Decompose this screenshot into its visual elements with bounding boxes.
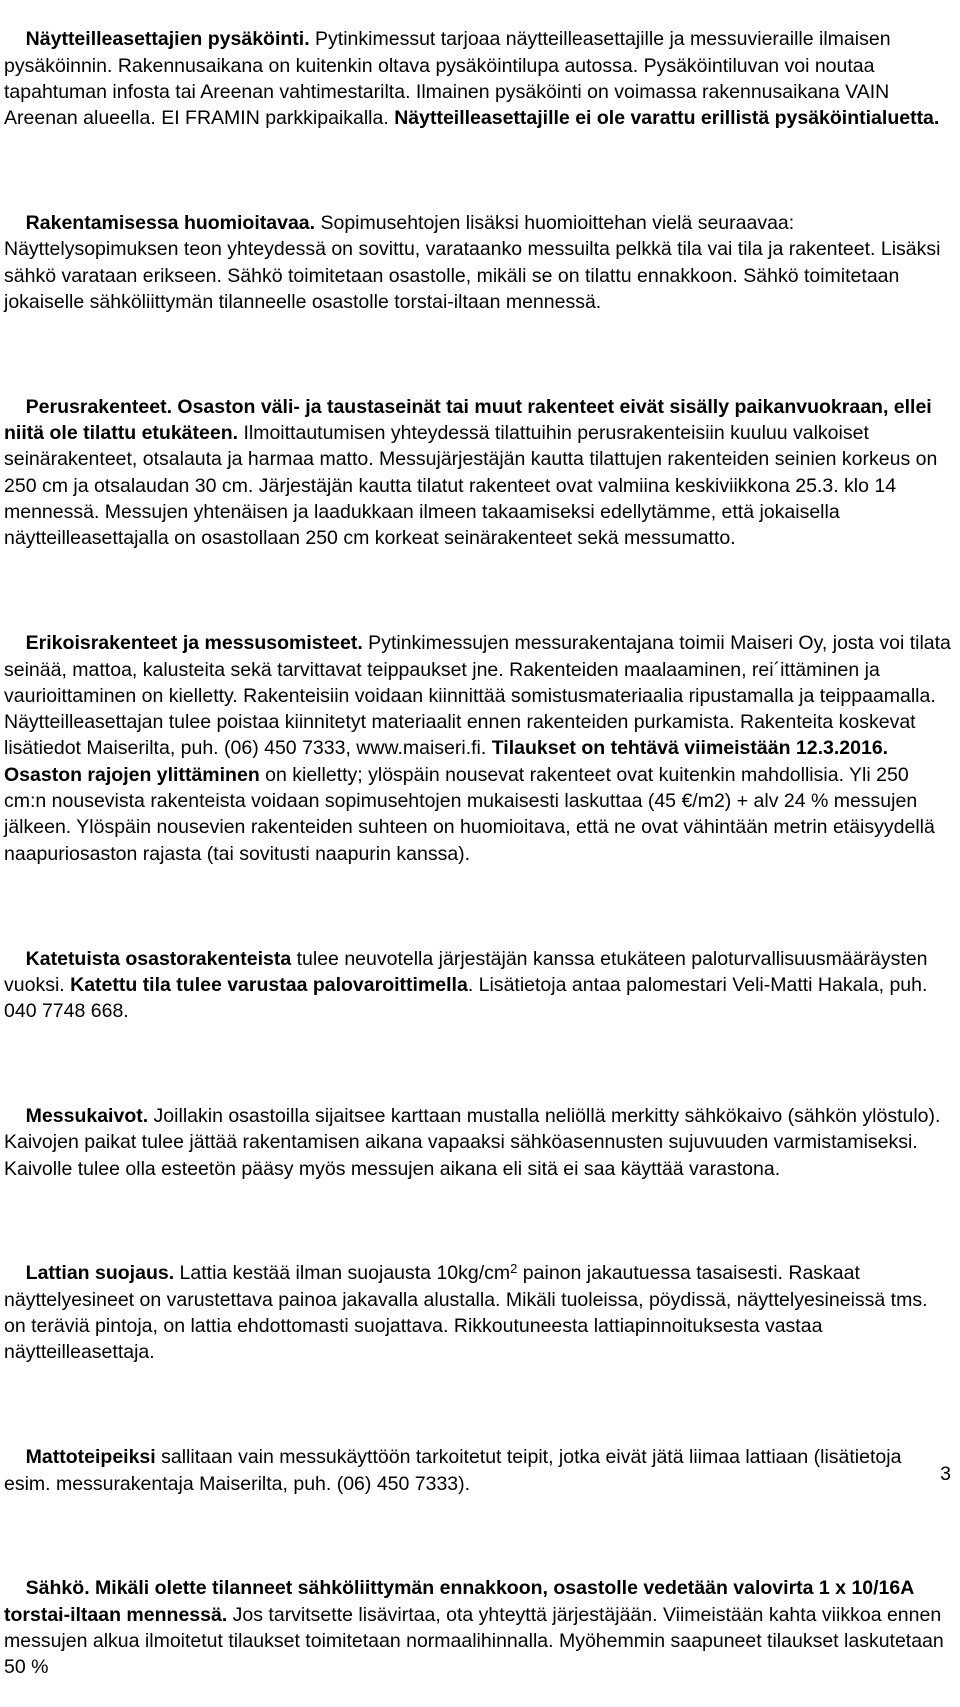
smoke-detector-note: Katettu tila tulee varustaa palovaroittimella <box>70 973 468 996</box>
service-wells-heading: Messukaivot. <box>25 1104 149 1127</box>
floor-protection-heading: Lattian suojaus. <box>25 1262 175 1285</box>
covered-structures-heading: Katetuista osastorakenteista <box>25 947 292 970</box>
electricity-text: Jos tarvitsette lisävirtaa, ota yhteyttä järjestäjään. Viimeistään kahta viikkoa ennen messujen alkua ilmoitetut tilaukset toimitetaan normaalihinnalla. Myöhemmin saapuneet tilaukset laskutetaan 50 % <box>4 1603 950 1679</box>
floor-protection-paragraph <box>4 1234 952 1392</box>
carpet-tape-text: sallitaan vain messukäyttöön tarkoitetut teipit, jotka eivät jätä liimaa lattiaan (lisätietoja esim. messurakentaja Maiserilta, puh. (06) 450 7333). <box>4 1446 907 1495</box>
special-structures-heading: Erikoisrakenteet ja messusomisteet. <box>25 632 363 655</box>
special-structures-deadline: Tilaukset on tehtävä viimeistään 12.3.2016. Osaston rajojen ylittäminen <box>4 737 894 786</box>
electricity-paragraph <box>4 1549 952 1707</box>
parking-heading: Näytteilleasettajien pysäköinti. <box>25 28 310 51</box>
parking-note: Näytteilleasettajille ei ole varattu erillistä pysäköintialuetta. <box>394 107 940 130</box>
parking-paragraph <box>4 0 952 158</box>
carpet-tape-paragraph <box>4 1418 952 1523</box>
basic-structures-paragraph <box>4 368 952 578</box>
covered-structures-text: tulee neuvotella järjestäjän kanssa etukäteen paloturvallisuusmääräysten vuoksi. <box>4 947 933 996</box>
service-wells-text: Joillakin osastoilla sijaitsee karttaan mustalla neliöllä merkitty sähkökaivo (sähkön ylöstulo). Kaivojen paikat tulee jättää rakentamisen aikana vapaaksi sähköasennusten sujuvuuden varmistamiseksi. Kaivolle tulee olla esteetön pääsy myös messujen aikana eli sitä ei saa käyttää varastona. <box>4 1104 946 1180</box>
floor-protection-text: Lattia kestää ilman suojausta 10kg/cm <box>174 1262 511 1285</box>
basic-structures-heading: Perusrakenteet. Osaston väli- ja taustaseinät tai muut rakenteet eivät sisälly paikanvuokraan, ellei niitä ole tilattu etukäteen. <box>4 395 938 445</box>
document-page <box>4 0 957 1707</box>
electricity-heading: Sähkö. Mikäli olette tilanneet sähköliittymän ennakkoon, osastolle vedetään valovirta 1 x 10/16A torstai-iltaan mennessä. <box>4 1577 920 1626</box>
construction-text: Sopimusehtojen lisäksi huomioittehan vielä seuraavaa: Näyttelysopimuksen teon yhteydessä on sovittu, varataanko messuilta pelkkä tila vai tila ja rakenteet. Lisäksi sähkö varataan erikseen. Sähkö toimitetaan osastolle, mikäli se on tilattu ennakkoon. Sähkö toimitetaan jokaiselle sähköliittymän tilanneelle osastolle torstai-iltaan mennessä. <box>4 212 946 313</box>
carpet-tape-heading: Mattoteipeiksi <box>25 1446 156 1469</box>
parking-text: Pytinkimessut tarjoaa näytteilleasettajille ja messuvieraille ilmaisen pysäköinnin. Rakennusaikana on kuitenkin oltava pysäköintilupa autossa. Pysäköintiluvan voi noutaa tapahtuman infosta tai Areenan vahtimestarilta. Ilmainen pysäköinti on voimassa rakennusaikana VAIN Areenan alueella. EI FRAMIN parkkipaikalla. <box>4 28 896 130</box>
special-structures-text-continued: on kielletty; ylöspäin nousevat rakenteet ovat kuitenkin mahdollisia. Yli 250 cm:n nousevista rakenteista voidaan sopimusehtojen mukaisesti laskuttaa (45 €/m2) + alv 24 % messujen jälkeen. Ylöspäin nousevien rakenteiden suhteen on huomioitava, että ne ovat vähintään metrin etäisyydellä naapuriosaston rajasta (tai sovitusti naapurin kanssa). <box>4 763 941 865</box>
special-structures-paragraph <box>4 604 957 893</box>
basic-structures-text: Ilmoittautumisen yhteydessä tilattuihin perusrakenteisiin kuuluu valkoiset seinärakenteet, otsalauta ja harmaa matto. Messujärjestäjän kautta tilattujen rakenteiden seinien korkeus on 250 cm ja otsalaudan 30 cm. Järjestäjän kautta tilatut rakenteet ovat valmiina keskiviikkona 25.3. klo 14 mennessä. Messujen yhtenäisen ja laadukkaan ilmeen takaamiseksi edellytämme, että jokaisella näytteilleasettajalla on osastollaan 250 cm korkeat seinärakenteet sekä messumatto. <box>4 422 943 550</box>
covered-structures-paragraph <box>4 919 952 1050</box>
covered-structures-contact: . Lisätietoja antaa palomestari Veli-Matti Hakala, puh. 040 7748 668. <box>4 973 933 1023</box>
floor-protection-text-continued: painon jakautuessa tasaisesti. Raskaat näyttelyesineet on varustettava painoa jakavalla alustalla. Mikäli tuoleissa, pöydissä, näyttelyesineissä tms. on teräviä pintoja, on lattia ehdottomasti suojattava. Rikkoutuneesta lattiapinnoituksesta vastaa näytteilleasettaja. <box>4 1262 933 1364</box>
construction-paragraph <box>4 184 952 342</box>
special-structures-text: Pytinkimessujen messurakentajana toimii Maiseri Oy, josta voi tilata seinää, mattoa, kalusteita sekä tarvittavat teippaukset jne. Rakenteiden maalaaminen, rei´ittäminen ja vaurioittaminen on kielletty. Rakenteisiin voidaan kiinnittää somistusmateriaalia ripustamalla ja teippaamalla. Näytteilleasettajan tulee poistaa kiinnitetyt materiaalit ennen rakenteiden purkamista. Rakenteita koskevat lisätiedot Maiserilta, puh. (06) 450 7333, www.maiseri.fi. <box>4 632 957 760</box>
construction-heading: Rakentamisessa huomioitavaa. <box>25 212 316 235</box>
page-number: 3 <box>940 1463 951 1485</box>
square-superscript: 2 <box>510 1261 518 1277</box>
service-wells-paragraph <box>4 1077 952 1208</box>
